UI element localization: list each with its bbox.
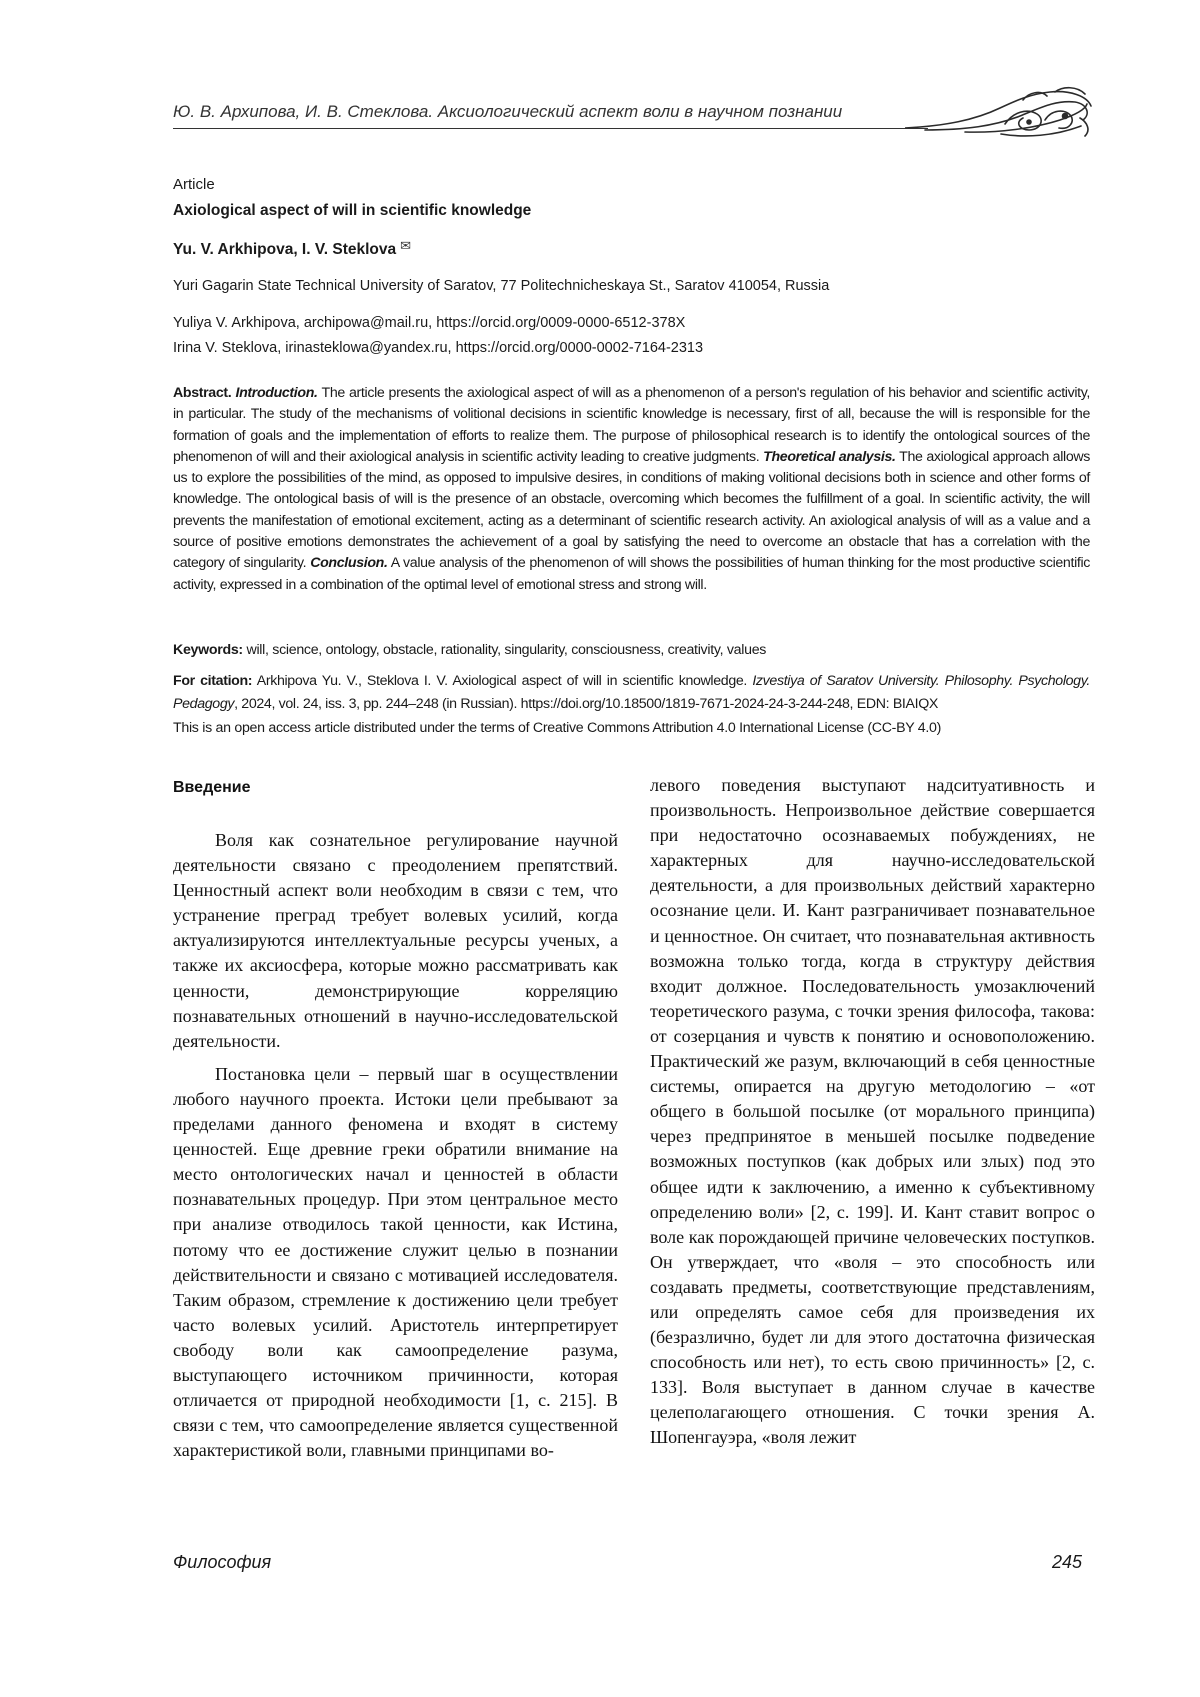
abstract [173, 383, 1090, 596]
author1-contact: Yuliya V. Arkhipova, archipowa@mail.ru, https://orcid.org/0009-0000-6512-378X [173, 315, 686, 331]
running-head-text: Ю. В. Архипова, И. В. Стеклова. Аксиологический аспект воли в научном познании [173, 102, 843, 121]
abstract-label: Abstract. [173, 385, 232, 401]
page-number: 245 [1052, 1552, 1083, 1572]
body-paragraph: левого поведения выступают надситуативность и произвольность. Непроизвольное действие совершается при недостаточно осознаваемых побуждениях, не характерных для научно-исследовательской деятельности, а для произвольных действий характерно осознание цели. И. Кант разграничивает познавательное и ценностное. Он считает, что познавательная активность возможна только тогда, когда в структуру действия входит должное. Последовательность умозаключений теоретического разума, с точки зрения философа, такова: от созерцания и чувств к понятию и основоположению. Практический же разум, включающий в себя ценностные системы, опирается на другую методологию – «от общего в большой посылке (от морального принципа) через предпринятое в меньшей посылке подведение возможных поступков (как добрых или злых) под это общее идти к заключению, а именно к субъективному определению воли» [2, с. 199]. И. Кант ставит вопрос о воле как порождающей причине человеческих поступков. Он утверждает, что «воля – это способность или создавать предметы, соответствующие представлениям, или определять самое себя для произведения их (безразлично, будет ли для этого достаточна физическая способность или нет), то есть свою причинность» [2, с. 133]. Воля выступает в данном случае в качестве целеполагающего отношения. С точки зрения А. Шопенгауэра, «воля лежит [650, 775, 1095, 1448]
footer-section-name: Философия [173, 1552, 272, 1572]
citation-label: For citation: [173, 673, 253, 689]
envelope-icon[interactable]: ✉ [400, 238, 412, 253]
authors-line [173, 238, 412, 259]
citation-pre: Arkhipova Yu. V., Steklova I. V. Axiological aspect of will in scientific knowledge. [256, 673, 747, 689]
license-note: This is an open access article distributed under the terms of Creative Commons Attribution 4.0 International License (CC-BY 4.0) [173, 720, 942, 736]
article-title: Axiological aspect of will in scientific knowledge [173, 202, 532, 219]
author2-contact: Irina V. Steklova, irinasteklowa@yandex.ru, https://orcid.org/0000-0002-7164-2313 [173, 340, 704, 356]
keywords-label: Keywords: [173, 642, 243, 658]
abstract-intro-label: Introduction. [235, 385, 318, 401]
abstract-theory-text: The axiological approach allows us to explore the possibilities of the mind, as opposed to impulsive desires, in conditions of making volitional decisions both in science and other forms of knowledge. The ontological basis of will is the presence of an obstacle, overcoming which becomes the fulfillment of a goal. In scientific activity, the will prevents the manifestation of emotional excitement, acting as a determinant of scientific research activity. An axiological analysis of will as a value and a source of positive emotions demonstrates the achievement of a goal by satisfying the need to overcome an obstacle that has a correlation with the category of singularity. [173, 448, 1091, 572]
body-paragraph: Постановка цели – первый шаг в осуществлении любого научного проекта. Истоки цели пребывают за пределами данного феномена и входят в систему ценностей. Еще древние греки обратили внимание на место онтологических начал и ценностей в области познавательных процедур. При этом центральное место при анализе отводилось такой ценности, как Истина, потому что ее достижение служит целью в познании действительности и связано с мотивацией исследователя. Таким образом, стремление к достижению цели требует часто волевых усилий. Аристотель интерпретирует свободу воли как самоопределение разума, выступающего источником причинности, которая отличается от природной необходимости [1, с. 215]. В связи с тем, что самоопределение является существенной характеристикой воли, главными принципами во- [173, 1063, 618, 1461]
affiliation: Yuri Gagarin State Technical University of Saratov, 77 Politechnicheskaya St., Saratov 410054, Russia [173, 278, 830, 294]
abstract-conclusion-text: A value analysis of the phenomenon of will shows the possibilities of human thinking for the most productive scientific activity, expressed in a combination of the optimal level of emotional stress and strong will. [173, 555, 1091, 593]
keywords [173, 642, 1090, 658]
decorative-ornament-icon [905, 86, 1095, 142]
abstract-theory-label: Theoretical analysis. [763, 448, 896, 465]
citation-journal: Izvestiya of Saratov University. Philosophy. Psychology. Pedagogy [173, 673, 1091, 712]
body-column-right [650, 773, 1095, 1451]
body-column-left [173, 778, 618, 1463]
citation [173, 670, 1090, 716]
body-paragraph: Воля как сознательное регулирование научной деятельности связано с преодолением препятствий. Ценностный аспект воли необходим в связи с тем, что устранение преград требует волевых усилий, когда актуализируются интеллектуальные ресурсы ученых, а также их аксиосфера, которые можно рассматривать как ценности, демонстрирующие корреляцию познавательных отношений в научно-исследовательской деятельности. [173, 830, 618, 1051]
article-type: Article [173, 176, 215, 193]
abstract-conclusion-label: Conclusion. [310, 555, 388, 572]
authors: Yu. V. Arkhipova, I. V. Steklova [173, 241, 397, 258]
keywords-text: will, science, ontology, obstacle, rationality, singularity, consciousness, creativity, values [246, 642, 767, 658]
citation-post[interactable]: , 2024, vol. 24, iss. 3, pp. 244–248 (in Russian). https://doi.org/10.18500/1819-7671-2024-24-3-244-248, EDN: BIAIQX [234, 696, 939, 712]
abstract-intro-text: The article presents the axiological aspect of will as a phenomenon of a person's regulation of his behavior and scientific activity, in particular. The study of the mechanisms of volitional decisions in scientific knowledge is necessary, first of all, because the will is responsible for the formation of goals and the implementation of efforts to realize them. The purpose of philosophical research is to identify the ontological sources of the phenomenon of will and their axiological analysis in scientific activity leading to creative judgments. [173, 385, 1091, 465]
running-head-rule [173, 128, 928, 129]
section-heading: Введение [173, 779, 251, 796]
